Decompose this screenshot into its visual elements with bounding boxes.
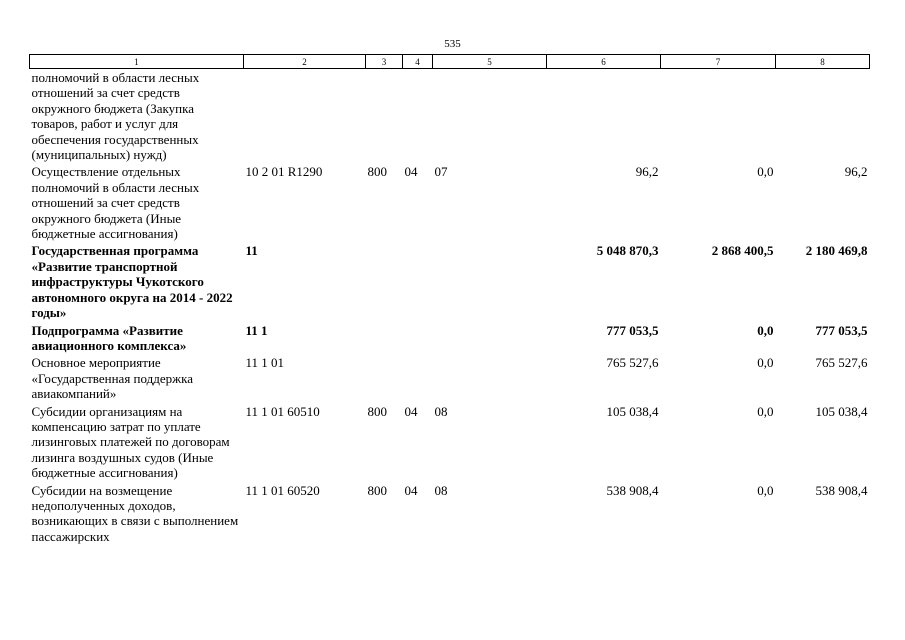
expense-type-cell: 800 — [367, 164, 387, 180]
column-header: 4 — [403, 55, 433, 69]
section-cell: 04 — [404, 482, 418, 498]
federal-amount-cell: 0,0 — [757, 403, 774, 419]
section-cell — [403, 242, 433, 321]
column-header: 8 — [776, 55, 870, 69]
table-row — [30, 242, 870, 321]
expense-type-cell — [366, 354, 403, 402]
column-header: 2 — [244, 55, 366, 69]
section-cell: 04 — [404, 164, 418, 180]
total-amount-cell — [547, 69, 661, 164]
expense-type-cell — [366, 242, 403, 321]
regional-amount-cell — [776, 69, 870, 164]
column-header: 5 — [433, 55, 547, 69]
regional-amount-cell: 2 180 469,8 — [805, 243, 868, 259]
name-cell: Субсидии организациям на компенсацию затрат по уплате лизинговых платежей по договорам лизинга воздушных судов (Иные бюджетные ассигнования) — [31, 403, 230, 481]
federal-amount-cell: 0,0 — [757, 482, 774, 498]
table-row — [30, 354, 870, 402]
federal-amount-cell: 2 868 400,5 — [711, 243, 774, 259]
total-amount-cell: 96,2 — [635, 164, 659, 180]
regional-amount-cell: 777 053,5 — [815, 322, 868, 338]
table-row — [30, 482, 870, 546]
header-row — [30, 55, 870, 69]
expense-type-cell — [366, 322, 403, 355]
code-cell — [244, 69, 366, 164]
regional-amount-cell: 105 038,4 — [815, 403, 868, 419]
column-header: 1 — [30, 55, 244, 69]
code-cell: 11 1 — [245, 322, 268, 338]
name-cell: Подпрограмма «Развитие авиационного комплекса» — [31, 322, 187, 353]
subsection-cell: 08 — [434, 482, 448, 498]
regional-amount-cell: 96,2 — [844, 164, 868, 180]
total-amount-cell: 5 048 870,3 — [596, 243, 659, 259]
page-number: 535 — [444, 38, 461, 50]
subsection-cell: 07 — [434, 164, 448, 180]
total-amount-cell: 105 038,4 — [606, 403, 659, 419]
federal-amount-cell — [661, 69, 776, 164]
column-header: 6 — [547, 55, 661, 69]
table-row — [30, 69, 870, 164]
expense-type-cell: 800 — [367, 482, 387, 498]
name-cell: Основное мероприятие «Государственная поддержка авиакомпаний» — [31, 355, 194, 402]
code-cell: 11 1 01 — [245, 355, 285, 371]
expense-type-cell — [366, 69, 403, 164]
table-row — [30, 163, 870, 242]
code-cell: 11 — [245, 243, 258, 259]
section-cell — [403, 354, 433, 402]
subsection-cell — [433, 354, 547, 402]
name-cell: Осуществление отдельных полномочий в области лесных отношений за счет средств окружного бюджета (Иные бюджетные ассигнования) — [31, 164, 200, 242]
budget-table — [29, 54, 870, 545]
total-amount-cell: 538 908,4 — [606, 482, 659, 498]
name-cell: Субсидии на возмещение недополученных доходов, возникающих в связи с выполнением пассажирских — [31, 482, 239, 544]
federal-amount-cell: 0,0 — [757, 322, 774, 338]
total-amount-cell: 777 053,5 — [606, 322, 659, 338]
regional-amount-cell: 765 527,6 — [815, 355, 868, 371]
regional-amount-cell: 538 908,4 — [815, 482, 868, 498]
column-header: 7 — [661, 55, 776, 69]
name-cell: Государственная программа «Развитие транспортной инфраструктуры Чукотского автономного округа на 2014 - 2022 годы» — [31, 243, 233, 321]
subsection-cell: 08 — [434, 403, 448, 419]
section-cell — [403, 322, 433, 355]
code-cell: 11 1 01 60510 — [245, 403, 320, 419]
total-amount-cell: 765 527,6 — [606, 355, 659, 371]
subsection-cell — [433, 322, 547, 355]
subsection-cell — [433, 69, 547, 164]
code-cell: 10 2 01 R1290 — [245, 164, 323, 180]
code-cell: 11 1 01 60520 — [245, 482, 320, 498]
subsection-cell — [433, 242, 547, 321]
federal-amount-cell: 0,0 — [757, 355, 774, 371]
column-header: 3 — [366, 55, 403, 69]
section-cell: 04 — [404, 403, 418, 419]
federal-amount-cell: 0,0 — [757, 164, 774, 180]
table-row — [30, 322, 870, 355]
name-cell: полномочий в области лесных отношений за счет средств окружного бюджета (Закупка товаров, работ и услуг для обеспечения государственных (муниципальных) нужд) — [31, 70, 200, 163]
section-cell — [403, 69, 433, 164]
expense-type-cell: 800 — [367, 403, 387, 419]
table-row — [30, 403, 870, 482]
